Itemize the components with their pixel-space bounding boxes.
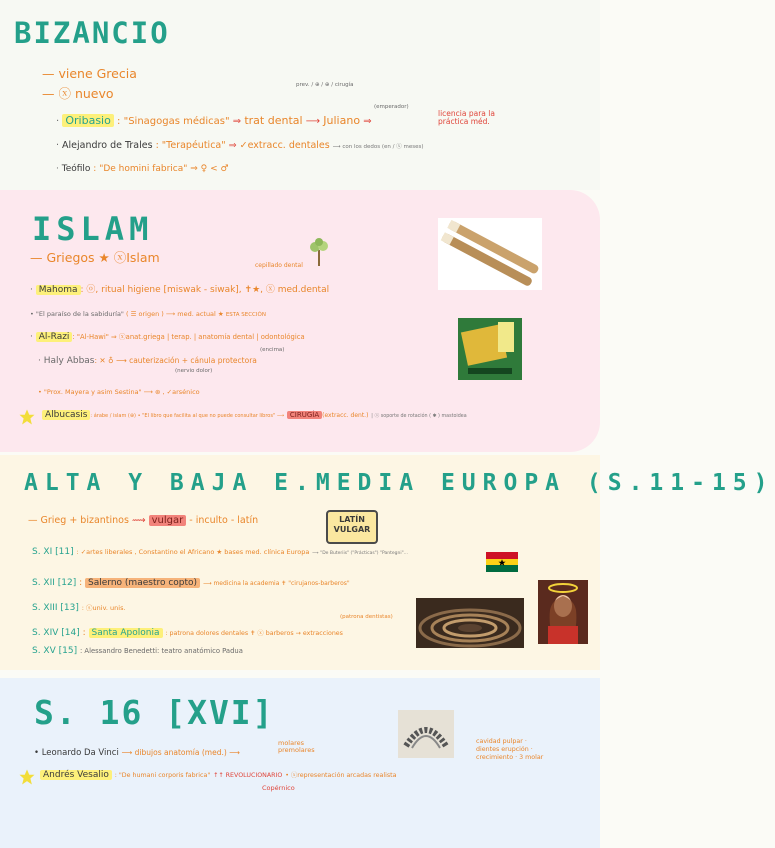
alejandro-row: · Alejandro de Trales : "Terapéutica" ⇒ ✓extracc. dentales ⟶ con los dedos (en / ⓧ meses) bbox=[56, 140, 424, 151]
mahoma-name: Mahoma bbox=[36, 285, 81, 295]
leonardo-molares: molares premolares bbox=[278, 739, 315, 755]
s13-row: S. XIII [13] : ⓢuniv. unis. bbox=[32, 603, 126, 613]
haly-name: Haly Abbas bbox=[43, 356, 95, 366]
s14-note: (patrona dentistas) bbox=[340, 614, 393, 620]
haly-row: · Haly Abbas: ✕ ♁ ⟶ cauterización + cánula protectora bbox=[38, 356, 257, 366]
media-vulgar: vulgar bbox=[149, 515, 187, 526]
albucasis-row: Albucasis : árabe / islam (⊕) • "El libro que facilita al que no puede consultar libros" ⟶ CIRUGÍA (extracc. dent.) | ⓢ soporte de rotación ( ✱ ) mastoidea bbox=[42, 410, 467, 422]
albucasis-cirugia: CIRUGÍA bbox=[287, 411, 322, 419]
alrazi-name: Al-Razi bbox=[36, 332, 73, 342]
anatomical-theatre-icon bbox=[416, 598, 524, 648]
mahoma-row: · Mahoma : ⓞ, ritual higiene [miswak - siwak], ✝★, ⓧ med.dental bbox=[30, 285, 330, 295]
s14-santa: Santa Apolonia bbox=[89, 628, 163, 638]
media-grieg-row: — Grieg + bizantinos ⟿ vulgar - inculto - latín bbox=[28, 515, 259, 526]
leonardo-row: • Leonardo Da Vinci ⟶ dibujos anatomía (med.) ⟶ bbox=[34, 748, 240, 758]
oribasio-juliano: Juliano bbox=[323, 114, 361, 127]
teofilo-name: Teófilo bbox=[61, 164, 91, 174]
plant-icon bbox=[308, 238, 330, 266]
oribasio-row: · Oribasio : "Sinagogas médicas" ⇒ trat dental ⟶ Juliano ⇒ bbox=[56, 114, 372, 127]
haly-note1: (nervio dolor) bbox=[175, 368, 213, 374]
s13-label: S. XIII [13] bbox=[32, 603, 79, 613]
haly-note2: (encima) bbox=[260, 347, 285, 353]
s15-row: S. XV [15] : Alessandro Benedetti: teatro anatómico Padua bbox=[32, 646, 243, 656]
toothpaste-box-icon bbox=[458, 318, 522, 380]
ghana-flag-icon bbox=[486, 552, 518, 572]
star-icon bbox=[18, 768, 36, 786]
oribasio-quote: "Sinagogas médicas" bbox=[123, 116, 230, 127]
vesalio-row: Andrés Vesalio : "De humani corporis fabrica" ↑↑ REVOLUCIONARIO • ⓧrepresentación arcadas realista bbox=[40, 770, 397, 782]
vesalio-notes: cavidad pulpar · dientes erupción · crecimiento · 3 molar bbox=[476, 738, 544, 761]
s14-label: S. XIV [14] bbox=[32, 628, 80, 638]
title-islam: ISLAM bbox=[32, 210, 154, 248]
oribasio-licencia: licencia para la práctica méd. bbox=[438, 109, 495, 127]
oribasio-note-trat: prev. / ⊕ / ⊕ / cirugía bbox=[296, 82, 354, 88]
paraiso-row: • "El paraíso de la sabiduría" ( ☰ origen ) ⟶ med. actual ★ ESTA SECCIÓN bbox=[30, 310, 266, 318]
alrazi-row: · Al-Razi : "Al-Hawi" ⇒ ⓧanat.griega | terap. | anatomía dental | odontológica bbox=[30, 332, 305, 342]
s12-salerno: Salerno (maestro copto) bbox=[85, 578, 200, 588]
s11-label: S. XI [11] bbox=[32, 547, 74, 557]
s12-row: S. XII [12] : Salerno (maestro copto) ⟶ medicina la academia ✝ "cirujanos-barberos" bbox=[32, 578, 350, 588]
dental-drawing-icon bbox=[398, 710, 454, 758]
oribasio-name: Oribasio bbox=[62, 114, 113, 127]
miswak-image-icon bbox=[438, 218, 542, 290]
bizancio-nuevo: — ⓧ nuevo bbox=[42, 86, 114, 101]
s14-row: S. XIV [14] : Santa Apolonia : patrona dolores dentales ✝ ⓧ barberos → extracciones bbox=[32, 628, 343, 638]
albucasis-name: Albucasis bbox=[42, 410, 90, 420]
leonardo-name: • Leonardo Da Vinci bbox=[34, 748, 119, 758]
bizancio-viene: — viene Grecia bbox=[42, 66, 137, 81]
latin-vulgar-badge: LATÍN VULGAR bbox=[326, 510, 378, 544]
s11-row: S. XI [11] : ✓artes liberales , Constantino el Africano ★ bases med. clínica Europa ⟶ "De Buteriis" ("Prácticas") "Pantegni"... bbox=[32, 547, 408, 557]
vesalio-copernico: Copérnico bbox=[262, 784, 295, 792]
oribasio-trat: trat dental bbox=[244, 114, 303, 127]
s12-label: S. XII [12] bbox=[32, 578, 77, 588]
alejandro-name: Alejandro de Trales bbox=[62, 140, 153, 151]
islam-cepillo: cepillado dental bbox=[255, 262, 303, 269]
title-edad-media: ALTA Y BAJA E.MEDIA EUROPA (S.11-15) bbox=[24, 470, 775, 496]
title-bizancio: BIZANCIO bbox=[14, 16, 170, 50]
teofilo-row: · Teófilo : "De homini fabrica" ⇒ ♀ < ♂ bbox=[56, 164, 229, 174]
star-icon bbox=[18, 408, 36, 426]
islam-griegos: — Griegos ★ ⓧIslam bbox=[30, 250, 160, 265]
prox-row: • "Prox. Mayera y asim Sestina" ⟶ ⊛ , ✓arsénico bbox=[38, 388, 200, 396]
vesalio-name: Andrés Vesalio bbox=[40, 770, 112, 780]
saint-apollonia-icon bbox=[538, 580, 588, 644]
title-siglo-16: S. 16 [XVI] bbox=[34, 693, 275, 732]
oribasio-note-juliano: (emperador) bbox=[374, 104, 409, 110]
s15-label: S. XV [15] bbox=[32, 646, 78, 656]
